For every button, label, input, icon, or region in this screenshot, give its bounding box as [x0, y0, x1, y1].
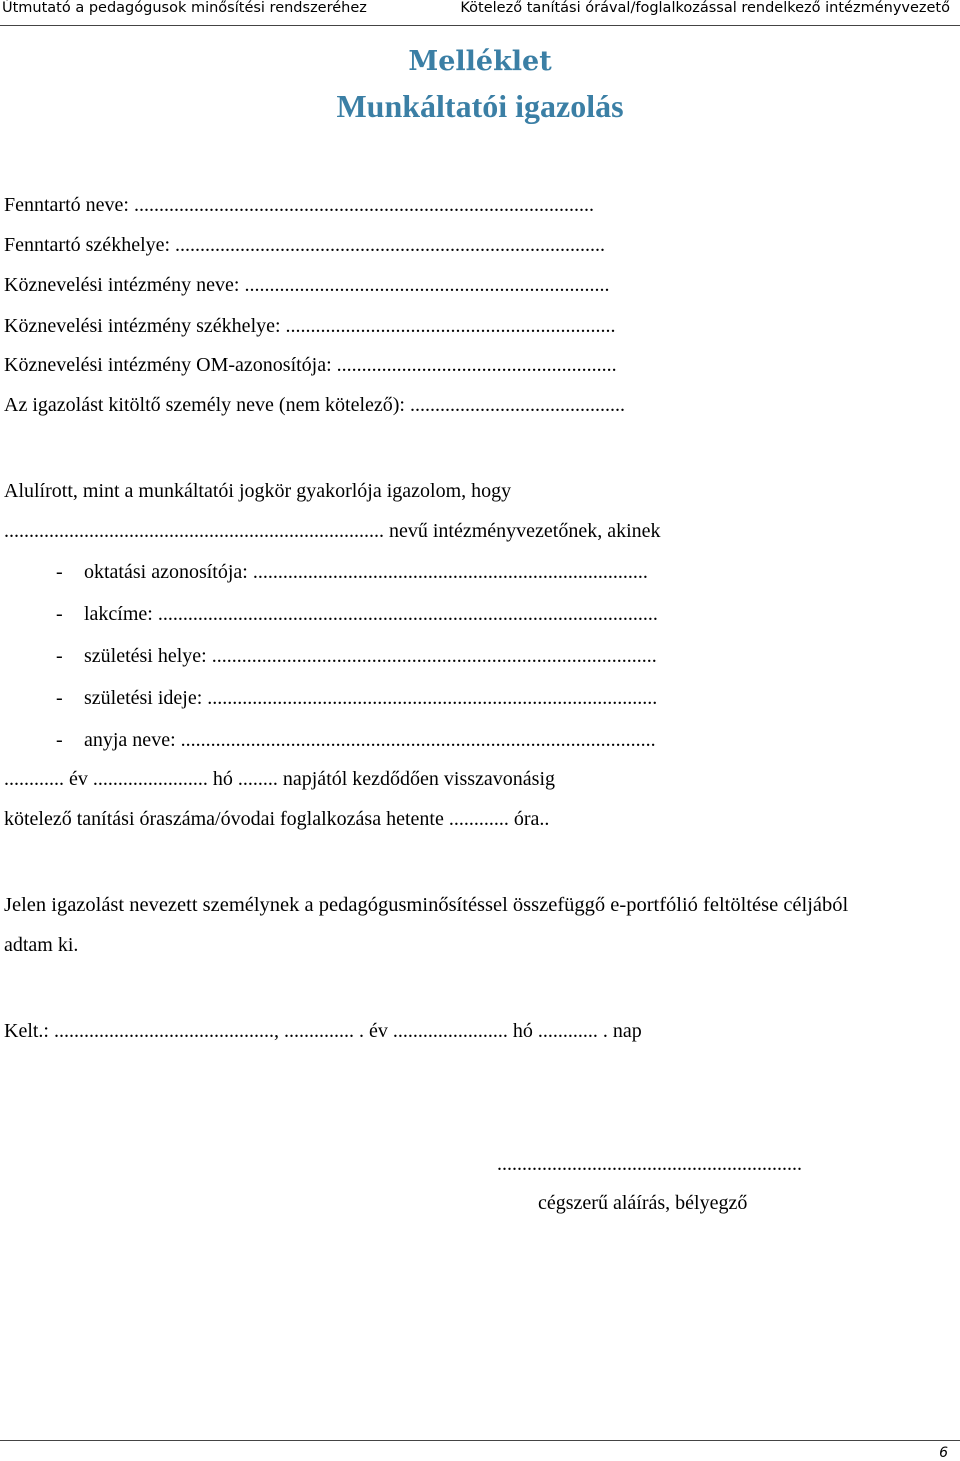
field-maintainer-name: Fenntartó neve: ............................................................................................	[4, 194, 594, 216]
field-institution-name: Köznevelési intézmény neve: .........................................................................	[4, 274, 610, 296]
intro-text: Alulírott, mint a munkáltatói jogkör gyakorlója igazolom, hogy	[4, 480, 512, 502]
statement-line-2: adtam ki.	[4, 934, 79, 956]
page-title: Munkáltatói igazolás	[336, 88, 624, 124]
field-filler-name: Az igazolást kitöltő személy neve (nem kötelező): ...........................................	[4, 394, 625, 416]
page-number: 6	[939, 1445, 948, 1461]
field-mother-name: anyja neve: ...............................................................................................	[84, 729, 656, 751]
header-right: Kötelező tanítási órával/foglalkozással rendelkező intézményvezető	[460, 0, 950, 16]
signature-label: cégszerű aláírás, bélyegző	[538, 1192, 748, 1214]
bullet-dash: -	[56, 603, 63, 625]
signature-dots: .............................................................	[497, 1153, 802, 1175]
field-birth-place: születési helye: .........................................................................................	[84, 645, 657, 667]
header-divider	[0, 25, 960, 26]
weekly-hours-line: kötelező tanítási óraszáma/óvodai foglalkozása hetente ............ óra..	[4, 808, 550, 830]
title-annex: Melléklet	[408, 46, 552, 77]
footer-divider	[0, 1440, 960, 1441]
leader-name-line: ............................................................................ nevű intézményvezetőnek, akinek	[4, 520, 661, 542]
statement-line-1: Jelen igazolást nevezett személynek a pedagógusminősítéssel összefüggő e-portfólió feltöltése céljából	[4, 894, 849, 916]
kelt-line: Kelt.: ............................................, .............. . év ....................... hó ............ . nap	[4, 1020, 642, 1042]
field-maintainer-seat: Fenntartó székhelye: ......................................................................................	[4, 234, 606, 256]
field-education-id: oktatási azonosítója: ...............................................................................	[84, 561, 648, 583]
bullet-dash: -	[56, 687, 63, 709]
bullet-dash: -	[56, 729, 63, 751]
effective-date-line: ............ év ....................... hó ........ napjától kezdődően visszavonásig	[4, 768, 556, 790]
bullet-dash: -	[56, 645, 63, 667]
field-birth-date: születési ideje: ..........................................................................................	[84, 687, 658, 709]
field-institution-seat: Köznevelési intézmény székhelye: ..................................................................	[4, 315, 616, 337]
field-address: lakcíme: ....................................................................................................	[84, 603, 658, 625]
header-left: Útmutató a pedagógusok minősítési rendszeréhez	[2, 0, 367, 16]
field-institution-om: Köznevelési intézmény OM-azonosítója: ........................................................	[4, 354, 617, 376]
bullet-dash: -	[56, 561, 63, 583]
